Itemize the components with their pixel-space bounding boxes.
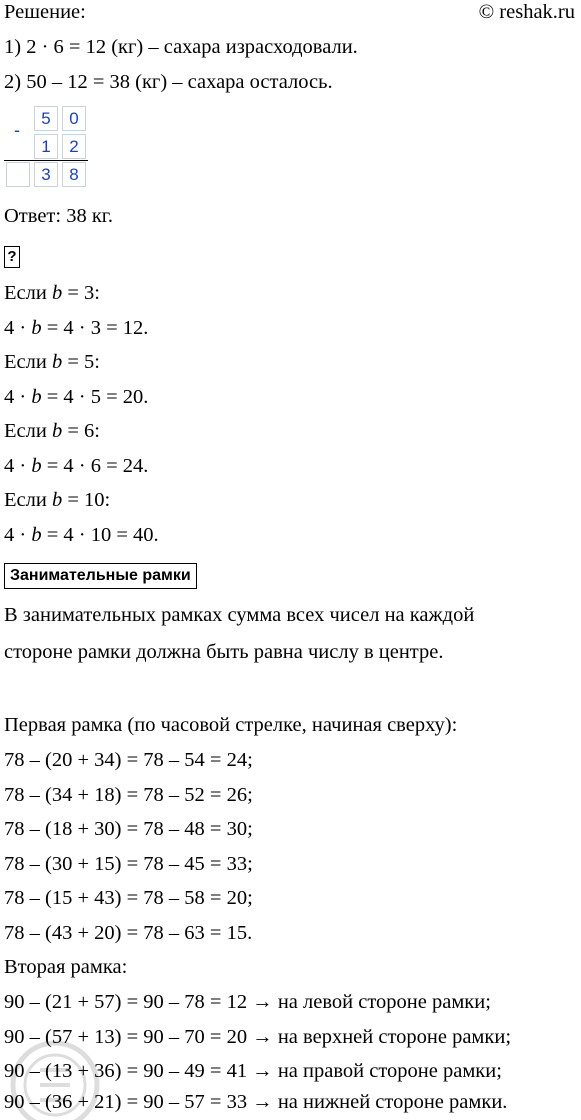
answer-line: Ответ: 38 кг. [4,205,114,227]
digit-cell: 8 [62,162,86,187]
source-credit[interactable]: © reshak.ru [478,1,575,23]
question-cond: Если b = 5: [4,351,100,373]
question-cond: Если b = 3: [4,282,100,304]
question-cond: Если b = 10: [4,489,111,511]
solution-step-2: 2) 50 – 12 = 38 (кг) – сахара осталось. [4,71,333,93]
first-frame-line: 78 – (30 + 15) = 78 – 45 = 33; [4,853,253,875]
header-title: Решение: [4,1,86,23]
digit-cell: 1 [34,134,58,159]
minus-sign: - [14,120,20,140]
first-frame-line: 78 – (43 + 20) = 78 – 63 = 15. [4,922,253,944]
question-expr: 4 · b = 4 · 3 = 12. [4,317,149,339]
frames-intro-2: стороне рамки должна быть равна числу в центре. [4,641,444,663]
column-subtraction [4,104,88,190]
question-cond: Если b = 6: [4,420,100,442]
digit-cell: 2 [62,134,86,159]
subtraction-line [4,160,88,161]
second-frame-line: 90 – (57 + 13) = 90 – 70 = 20 → на верхней стороне рамки; [4,1026,512,1048]
empty-cell [6,162,30,187]
question-expr: 4 · b = 4 · 10 = 40. [4,524,159,546]
digit-cell: 5 [34,106,58,131]
second-frame-line: 90 – (13 + 36) = 90 – 49 = 41 → на правой стороне рамки; [4,1060,502,1082]
digit-cell: 0 [62,106,86,131]
digit-cell: 3 [34,162,58,187]
watermark-logo [0,1010,160,1120]
first-frame-line: 78 – (20 + 34) = 78 – 54 = 24; [4,749,253,771]
solution-step-1: 1) 2 · 6 = 12 (кг) – сахара израсходовали. [4,36,358,58]
first-frame-title: Первая рамка (по часовой стрелке, начиная сверху): [4,714,458,736]
first-frame-line: 78 – (15 + 43) = 78 – 58 = 20; [4,887,253,909]
second-frame-line: 90 – (36 + 21) = 90 – 57 = 33 → на нижней стороне рамки. [4,1091,508,1113]
question-expr: 4 · b = 4 · 5 = 20. [4,386,149,408]
question-mark-box: ? [4,246,20,268]
first-frame-line: 78 – (18 + 30) = 78 – 48 = 30; [4,818,253,840]
frames-intro-1: В занимательных рамках сумма всех чисел на каждой [4,604,475,626]
question-expr: 4 · b = 4 · 6 = 24. [4,455,149,477]
first-frame-line: 78 – (34 + 18) = 78 – 52 = 26; [4,784,253,806]
second-frame-line: 90 – (21 + 57) = 90 – 78 = 12 → на левой стороне рамки; [4,991,491,1013]
section-title-box: Занимательные рамки [4,563,197,589]
second-frame-title: Вторая рамка: [4,956,128,978]
